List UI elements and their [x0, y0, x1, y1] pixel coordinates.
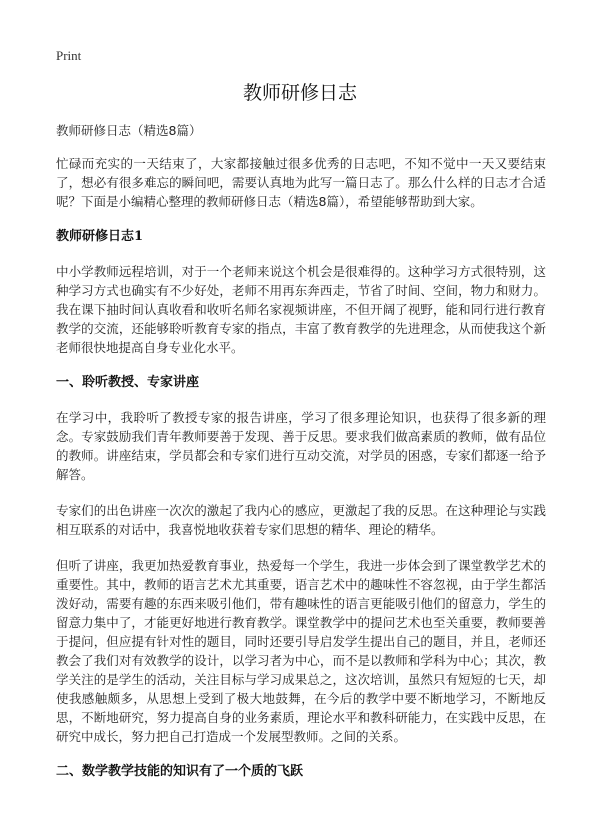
page-title: 教师研修日志 [242, 82, 357, 104]
paragraph-2: 在学习中，我聆听了教授专家的报告讲座，学习了很多理论知识，也获得了很多新的理念。专家鼓励我们青年教师要善于发现、善于反思。要求我们做高素质的教师，做有品位的教师。讲座结束，学员都会和专家们进行互动交流，对学员的困惑，专家们都逐一给予解答。 [56, 410, 546, 482]
paragraph-3: 专家们的出色讲座一次次的激起了我内心的感应，更激起了我的反思。在这种理论与实践相互联系的对话中，我喜悦地收获着专家们思想的精华、理论的精华。 [56, 503, 546, 537]
paragraph-1: 中小学教师远程培训，对于一个老师来说这个机会是很难得的。这种学习方式很特别，这种学习方式也确实有不少好处，老师不用再东奔西走，节省了时间、空间，物力和财力。我在课下抽时间认真收看和收听名师名家视频讲座，不但开阔了视野，能和同行进行教育教学的交流，还能够聆听教育专家的指点，丰富了教育教学的先进理念，从而使我这个新老师很快地提高自身专业化水平。 [56, 264, 546, 355]
article-body [56, 122, 546, 797]
section-heading-1: 一、聆听教授、专家讲座 [56, 375, 200, 390]
section-heading-2: 二、数学教学技能的知识有了一个质的飞跃 [56, 764, 304, 779]
print-link[interactable]: Print [56, 48, 82, 63]
article-subtitle: 教师研修日志（精选8篇） [56, 123, 202, 138]
intro-paragraph: 忙碌而充实的一天结束了，大家都接触过很多优秀的日志吧，不知不觉中一天又要结束了，想必有很多难忘的瞬间吧，需要认真地为此写一篇日志了。那么什么样的日志才合适呢？下面是小编精心整理的教师研修日志（精选8篇），希望能够帮助到大家。 [56, 156, 546, 209]
paragraph-4: 但听了讲座，我更加热爱教育事业，热爱每一个学生，我进一步体会到了课堂教学艺术的重要性。其中，教师的语言艺术尤其重要，语言艺术中的趣味性不容忽视，由于学生都活泼好动，需要有趣的东西来吸引他们，带有趣味性的语言更能吸引他们的留意力，学生的留意力集中了，才能更好地进行教育教学。课堂教学中的提问艺术也至关重要，教师要善于提问，但应提有针对性的题目，同时还要引导启发学生提出自己的题目，并且，老师还教会了我们对有效教学的设计，以学习者为中心，而不是以教师和学科为中心；其次，教学关注的是学生的活动，关注目标与学习成果总之，这次培训，虽然只有短短的七天，却使我感触颇多，从思想上受到了极大地鼓舞，在今后的教学中要不断地学习，不断地反思，不断地研究，努力提高自身的业务素质，理论水平和教科研能力，在实践中反思，在研究中成长，努力把自己打造成一个发展型教师。之间的关系。 [56, 558, 546, 744]
entry-heading-1: 教师研修日志1 [56, 229, 144, 244]
